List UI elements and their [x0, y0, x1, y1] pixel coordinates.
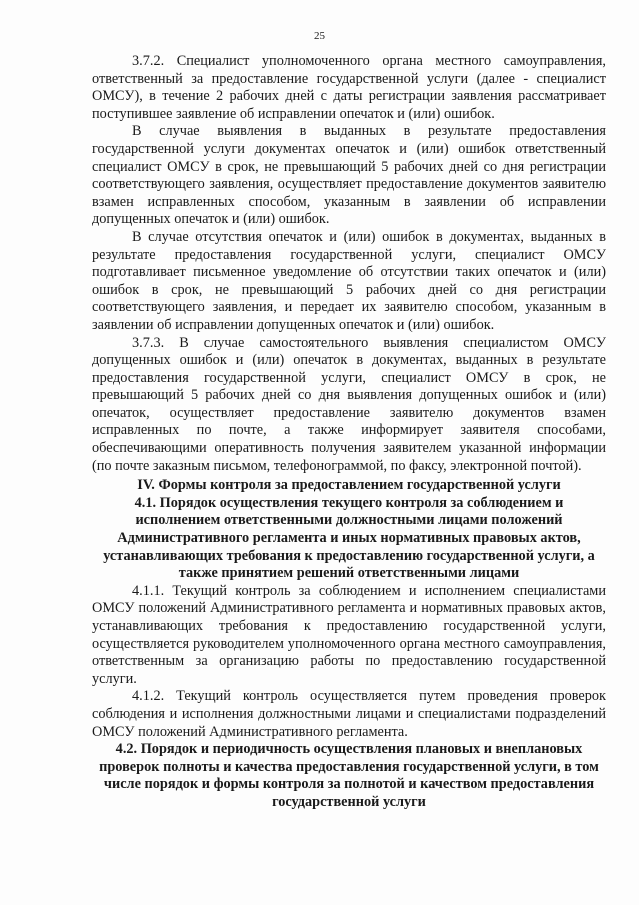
- subsection-heading-4-2: 4.2. Порядок и периодичность осуществления плановых и внеплановых проверок полноты и качества предоставления государственной услуги, в том числе порядок и формы контроля за полнотой и качеством предоставления государственной услуги: [99, 741, 599, 810]
- paragraph-3-7-2: 3.7.2. Специалист уполномоченного органа местного самоуправления, ответственный за предоставление государственной услуги (далее - специалист ОМСУ), в течение 2 рабочих дней с даты регистрации заявления рассматривает поступившее заявление об исправлении опечаток и (или) ошибок.: [92, 53, 606, 122]
- paragraph-errors-found: В случае выявления в выданных в результате предоставления государственной услуги документах опечаток и (или) ошибок ответственный специалист ОМСУ в срок, не превышающий 5 рабочих дней со дня регистрации соответствующего заявления, осуществляет предоставление документов заявителю взамен исправленных способом, указанным в заявлении об исправлении допущенных опечаток и (или) ошибок.: [92, 123, 606, 228]
- paragraph-4-1-2: 4.1.2. Текущий контроль осуществляется путем проведения проверок соблюдения и исполнения должностными лицами и специалистами подразделений ОМСУ положений Административного регламента.: [92, 688, 606, 740]
- page-number: 25: [314, 30, 325, 42]
- section-heading-iv: IV. Формы контроля за предоставлением государственной услуги: [137, 477, 561, 494]
- paragraph-no-errors: В случае отсутствия опечаток и (или) ошибок в документах, выданных в результате предоставления государственной услуги, специалист ОМСУ подготавливает письменное уведомление об отсутствии таких опечаток и (или) ошибок в срок, не превышающий 5 рабочих дней со дня регистрации соответствующего заявления, и передает их заявителю способом, указанным в заявлении об исправлении допущенных опечаток и (или) ошибок.: [92, 228, 606, 333]
- paragraph-4-1-1: 4.1.1. Текущий контроль за соблюдением и исполнением специалистами ОМСУ положений Административного регламента и нормативных правовых актов, устанавливающих требования к предоставлению государственной услуги, осуществляется руководителем уполномоченного органа местного самоуправления, ответственным за организацию работы по предоставлению государственной услуги.: [92, 582, 606, 687]
- paragraph-3-7-3: 3.7.3. В случае самостоятельного выявления специалистом ОМСУ допущенных ошибок и (или) опечаток в документах, выданных в результате предоставления государственной услуги, специалист ОМСУ в срок, не превышающий 5 рабочих дней со дня выявления допущенных ошибок и (или) опечаток, осуществляет предоставление заявителю документов взамен исправленных по почте, а также информирует заявителя способами, обеспечивающими оперативность получения заявителем указанной информации (по почте заказным письмом, телефонограммой, по факсу, электронной почтой).: [92, 334, 606, 474]
- document-body: [92, 53, 606, 812]
- subsection-heading-4-1: 4.1. Порядок осуществления текущего контроля за соблюдением и исполнением ответственными должностными лицами положений Административного регламента и иных нормативных правовых актов, устанавливающих требования к предоставлению государственной услуги, а также принятием решений ответственными лицами: [103, 494, 595, 582]
